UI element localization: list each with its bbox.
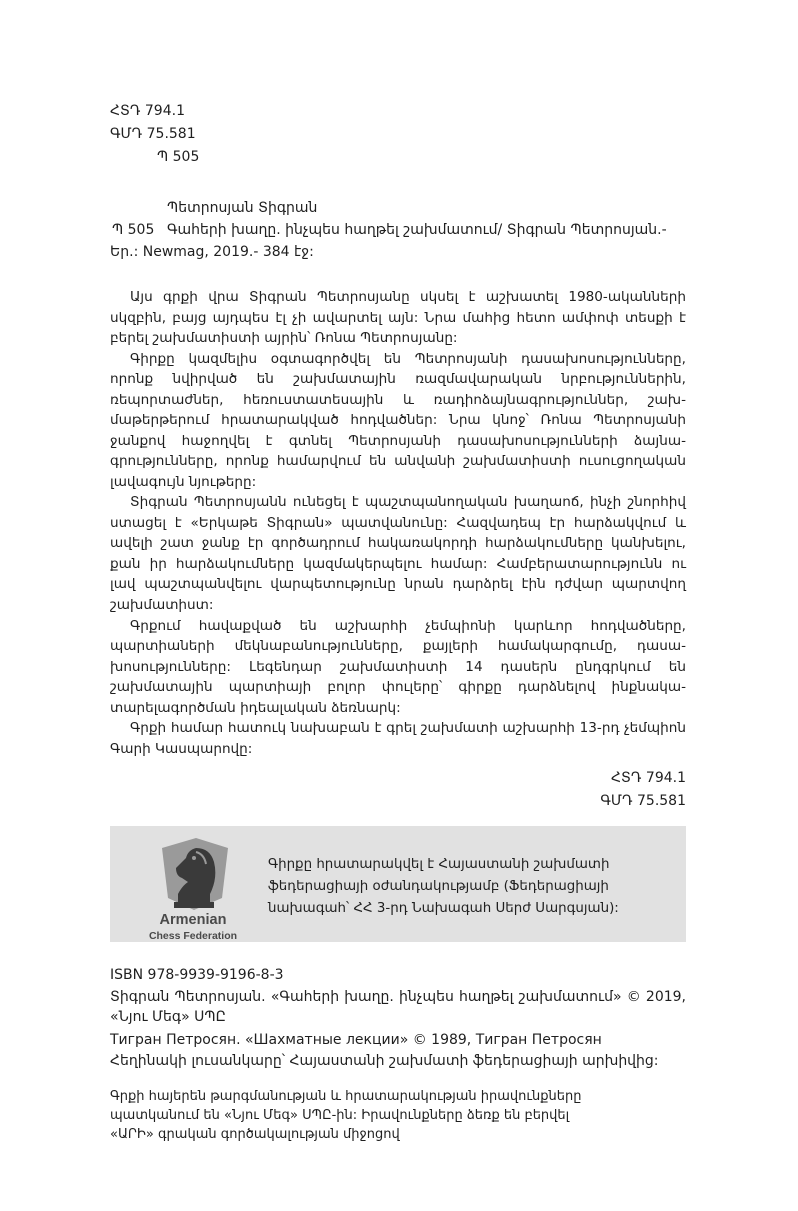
- bib-author: Պետրոսյան Տիգրան: [167, 200, 318, 216]
- abstract-line: լավ պաշտպանվելու վարպետությունը նրան դարձրել էին դժվար պարտվող: [110, 576, 686, 592]
- author-mark: Պ 505: [157, 149, 200, 165]
- abstract-line: Գրքի համար հատուկ նախաբան է գրել շախմատի աշխարհի 13-րդ չեմպիոն: [130, 720, 686, 736]
- abstract-line: ռեպորտաժներ, հեռուստատեսային և ռադիոձայնագրություններ, շախ-: [110, 392, 686, 408]
- abstract-line: Այս գրքի վրա Տիգրան Պետրոսյանը սկսել է աշխատել 1980-ականների: [130, 289, 686, 305]
- abstract-line: խոսությունները: Լեգենդար շախմատիստի 14 դասերն ընդգրկում են: [110, 659, 686, 675]
- abstract-line: Գարի Կասպարովը:: [110, 741, 253, 757]
- abstract-line: ավելի շատ ջանք էր գործադրում հակառակորդի հարձակումները կանխելու,: [110, 535, 686, 551]
- abstract-line: լավագույն նյութերը:: [110, 474, 257, 490]
- copyright-line: «Նյու Մեգ» ՍՊԸ: [110, 1009, 226, 1025]
- abstract-line: շախմատիստ:: [110, 597, 214, 613]
- rights-line: Գրքի հայերեն թարգմանության և հրատարակության իրավունքները: [110, 1089, 582, 1104]
- abstract-line: ստացել է «Երկաթե Տիգրան» պատվանունը: Հազվադեպ էր հարձակվում և: [110, 515, 686, 531]
- abstract-line: տարելագործման իդեալական ձեռնարկ:: [110, 700, 401, 716]
- bib-code: Պ 505: [112, 222, 155, 238]
- bbk-code-right: ԳՄԴ 75.581: [600, 793, 686, 809]
- rights-line: «ԱՐԻ» գրական գործակալության միջոցով: [110, 1127, 400, 1142]
- abstract-line: բերել շախմատիստի այրին՝ Ռոնա Պետրոսյանը:: [110, 330, 458, 346]
- copyright-line: Տիգրան Պետրոսյան. «Գահերի խաղը. ինչպես հաղթել շախմատում» © 2019,: [110, 989, 686, 1005]
- knight-icon: [138, 834, 248, 914]
- abstract-line: գրությունները, որոնք համարվում են անվանի շախմատիստի ուսուցողական: [110, 453, 686, 469]
- abstract-line: մաթերթերում հրատարակված հոդվածներ: Նրա կնոջ՝ Ռոնա Պետրոսյանի: [110, 412, 686, 428]
- abstract-line: Տիգրան Պետրոսյանն ունեցել է պաշտպանողական խաղաոճ, ինչի շնորհիվ: [130, 494, 686, 510]
- isbn: ISBN 978-9939-9196-8-3: [110, 967, 284, 983]
- abstract-line: Գրքում հավաքված են աշխարհի չեմպիոնի կարևոր հոդվածները,: [130, 618, 686, 634]
- bib-line-2: Եր.: Newmag, 2019.- 384 էջ:: [110, 244, 314, 260]
- sponsor-line: ֆեդերացիայի օժանդակությամբ (Ֆեդերացիայի: [268, 879, 609, 894]
- abstract-line: որոնք նվիրված են շախմատային ռազմավարական նրբություններին,: [110, 371, 686, 387]
- sponsor-box: [110, 826, 686, 942]
- abstract-line: ջանքով հաջողվել է գտնել Պետրոսյանի դասախոսությունների ձայնա-: [110, 433, 686, 449]
- photo-credit: Հեղինակի լուսանկարը՝ Հայաստանի շախմատի ֆեդերացիայի արխիվից:: [110, 1053, 659, 1069]
- rights-line: պատկանում են «Նյու Մեգ» ՍՊԸ-ին: Իրավունքները ձեռք են բերվել: [110, 1108, 570, 1123]
- abstract-line: քան իր հարձակումները կազմակերպելու համար: Համբերատարությունն ու: [110, 556, 686, 572]
- logo-text-federation: Chess Federation: [148, 930, 238, 942]
- udk-code-right: ՀՏԴ 794.1: [611, 770, 686, 786]
- sponsor-line: Գիրքը հրատարակվել է Հայաստանի շախմատի: [268, 857, 610, 872]
- abstract-line: պարտիաների մեկնաբանությունները, քայլերի համակարգումը, դասա-: [110, 638, 686, 654]
- abstract-line: սկզբին, բայց այդպես էլ չի ավարտել այն: Նրա մահից հետո ամփոփ տեսքի է: [110, 310, 686, 326]
- udk-code: ՀՏԴ 794.1: [110, 103, 185, 119]
- chess-federation-logo: [138, 834, 248, 942]
- abstract-line: Գիրքը կազմելիս օգտագործվել են Պետրոսյանի դասախոսությունները,: [130, 351, 686, 367]
- bbk-code: ԳՄԴ 75.581: [110, 126, 196, 142]
- logo-text-armenian: Armenian: [159, 912, 227, 928]
- bib-line-1: Գահերի խաղը. ինչպես հաղթել շախմատում/ Տիգրան Պետրոսյան.-: [167, 222, 667, 238]
- abstract-line: շախմատային պարտիայի բոլոր փուլերը՝ գիրքը դարձնելով ինքնակա-: [110, 679, 686, 695]
- sponsor-line: նախագահ՝ ՀՀ 3-րդ Նախագահ Սերժ Սարգսյան):: [268, 901, 619, 916]
- copyright-line: Тигран Петросян. «Шахматные лекции» © 1989, Тигран Петросян: [110, 1032, 602, 1048]
